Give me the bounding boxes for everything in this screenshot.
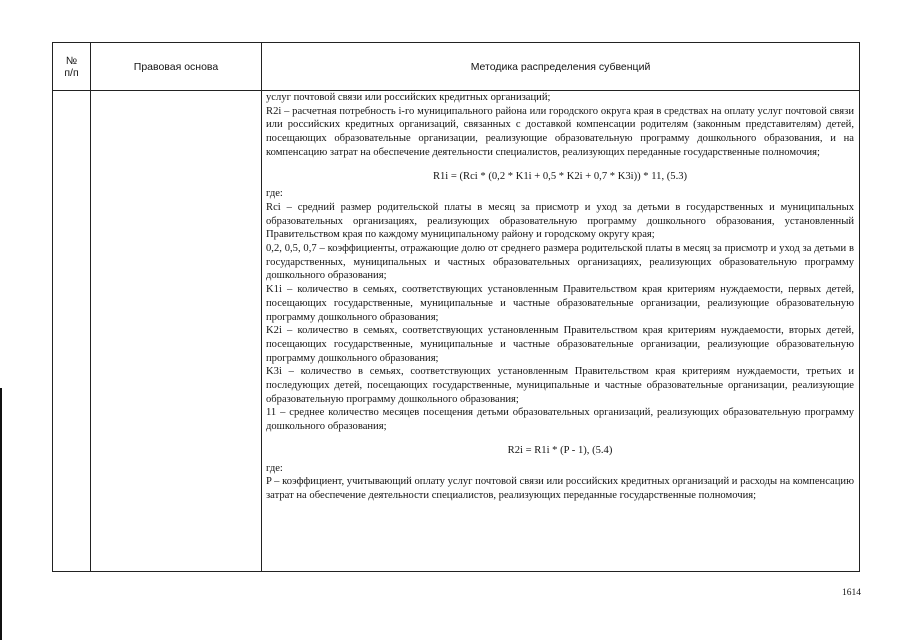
header-number-abbrev: п/п — [64, 66, 79, 79]
header-legal-basis: Правовая основа — [133, 60, 219, 73]
paragraph: K1i – количество в семьях, соответствующих установленным Правительством края критериям нуждаемости, первых детей, посещающих государственные, муниципальные и частные образовательные организации, реализующие образовательную программу дошкольного образования; — [266, 284, 854, 323]
formula-5-4: R2i = R1i * (P - 1), (5.4) — [507, 444, 613, 456]
header-number-symbol: № — [65, 54, 78, 67]
paragraph: P – коэффициент, учитывающий оплату услуг почтовой связи или российских кредитных организаций и расходы на компенсацию затрат на обеспечение деятельности специалистов, реализующих переданные государственные полномочия; — [266, 476, 854, 501]
formula-5-3: R1i = (Rci * (0,2 * K1i + 0,5 * K2i + 0,7 * K3i)) * 11, (5.3) — [432, 170, 688, 182]
header-number — [53, 43, 90, 90]
paragraph: услуг почтовой связи или российских кредитных организаций; — [266, 92, 551, 103]
paragraph: 0,2, 0,5, 0,7 – коэффициенты, отражающие долю от среднего размера родительской платы в месяц за присмотр и уход за детьми в государственных, муниципальных и частных образовательных организациях, реализующих образовательную программу дошкольного образования; — [266, 243, 854, 282]
paragraph: Rci – средний размер родительской платы в месяц за присмотр и уход за детьми в государственных и муниципальных образовательных организациях, реализующих образовательную программу дошкольного образования, установленный Правительством края по каждому муниципальному району и городскому округу края; — [266, 201, 854, 241]
column-divider — [261, 43, 262, 571]
column-divider — [90, 43, 91, 571]
paragraph: где: — [266, 188, 283, 200]
paragraph: K2i – количество в семьях, соответствующих установленным Правительством края критериям нуждаемости, вторых детей, посещающих государственные, муниципальные и частные образовательные организации, реализующие образовательную программу дошкольного образования; — [266, 325, 854, 364]
page-number: 1614 — [842, 588, 861, 598]
paragraph: где: — [266, 462, 283, 474]
scan-edge-line — [0, 388, 2, 640]
paragraph: R2i – расчетная потребность i-го муниципального района или городского округа края в средствах на оплату услуг почтовой связи или российских кредитных организаций, связанных с доставкой компенсации родителям (законным представителям) детей, посещающих образовательные организации, реализующие образовательную программу дошкольного образования, и на компенсацию затрат на обеспечение деятельности специалистов, реализующих переданные государственные полномочия; — [266, 105, 854, 158]
methodology-text — [266, 91, 854, 571]
paragraph: K3i – количество в семьях, соответствующих установленным Правительством края критериям нуждаемости, третьих и последующих детей, посещающих государственные, муниципальные и частные образовательные организации, реализующие образовательную программу дошкольного образования; — [266, 366, 854, 405]
paragraph: 11 – среднее количество месяцев посещения детьми образовательных организаций, реализующих образовательную программу дошкольного образования; — [266, 407, 854, 433]
distribution-table — [52, 42, 860, 572]
header-methodology: Методика распределения субвенций — [470, 60, 651, 73]
